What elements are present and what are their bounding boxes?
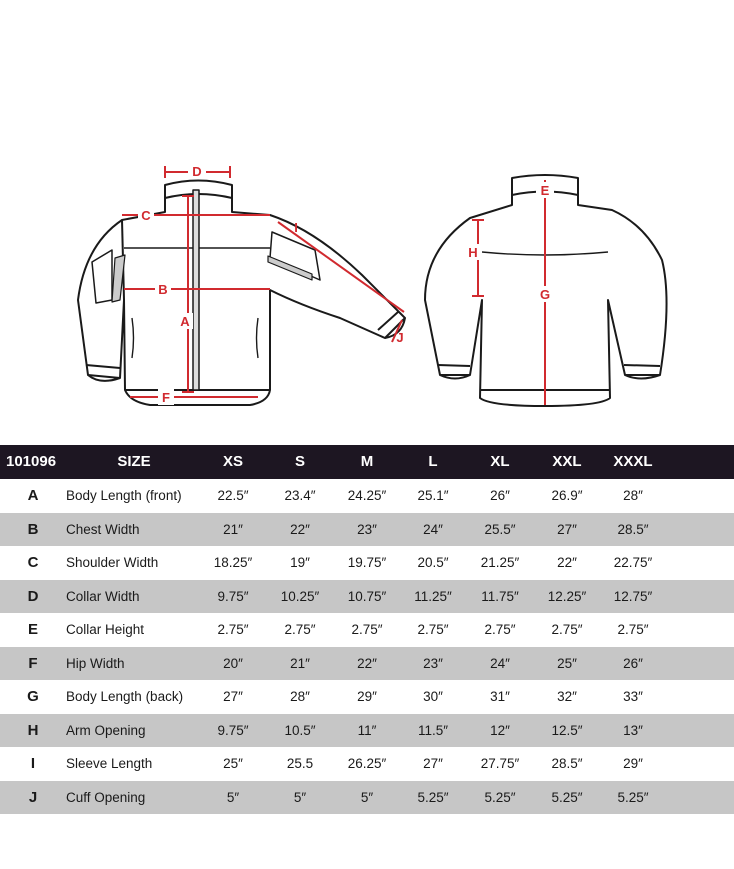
measurement-value: 12″ [490,722,510,738]
measurement-value: 5.25″ [617,789,649,805]
measurement-name: Hip Width [66,655,125,671]
measurement-name: Collar Width [66,588,140,604]
measurement-code: A [27,487,39,504]
style-number: 101096 [6,453,57,470]
measurement-value: 22″ [290,521,310,537]
measurement-code: C [27,554,39,571]
measurement-name: Collar Height [66,622,145,637]
table-row [0,479,734,513]
measurement-value: 28″ [623,488,643,503]
size-header-xl: XL [490,453,510,470]
measurement-value: 13″ [623,722,643,738]
measurement-value: 24″ [490,655,510,671]
measurement-value: 19″ [290,555,310,570]
measurement-value: 31″ [490,689,510,704]
size-header-l: L [428,453,438,470]
measurement-value: 29″ [357,689,377,704]
measurement-value: 23″ [423,655,443,671]
measurement-value: 22″ [557,555,577,570]
measurement-code: F [28,654,38,672]
size-column-header: SIZE [117,453,151,470]
measurement-value: 20″ [223,655,243,671]
table-row [0,513,734,547]
measurement-value: 27″ [557,521,577,537]
measurement-value: 2.75″ [484,622,516,637]
measurement-value: 25″ [223,756,243,771]
label-j: J [396,330,404,345]
table-row [0,781,734,815]
measurement-value: 11.75″ [481,588,519,604]
label-g: G [539,287,551,302]
label-d: D [192,164,202,179]
measurement-value: 9.75″ [217,588,249,604]
label-f: F [162,390,170,405]
measurement-value: 23.4″ [284,488,316,503]
measurement-name: Shoulder Width [66,555,159,570]
measurement-value: 26.9″ [551,488,583,503]
measurement-value: 27″ [423,756,443,771]
table-row [0,714,734,748]
table-row [0,680,734,714]
measurement-value: 27″ [223,689,243,704]
measurement-value: 10.5″ [284,722,316,738]
size-header-s: S [294,453,305,470]
measurement-name: Body Length (back) [66,689,184,704]
measurement-value: 26.25″ [347,756,387,771]
measurement-value: 11.5″ [417,722,449,738]
measurement-value: 21″ [223,521,243,537]
size-chart-table [0,445,734,814]
measurement-code: B [27,520,39,538]
table-row [0,647,734,681]
measurement-name: Chest Width [66,521,140,537]
size-header-m: M [360,453,374,470]
label-a: A [180,314,190,329]
measurement-value: 5.25″ [484,789,516,805]
label-c: C [141,208,151,223]
measurement-value: 11″ [357,722,377,738]
measurement-value: 25″ [557,655,577,671]
measurement-value: 28.5″ [551,756,583,771]
measurement-value: 21.25″ [480,555,520,570]
measurement-code: E [27,621,38,638]
measurement-value: 11.25″ [414,588,452,604]
measurement-code: G [27,688,39,705]
measurement-value: 2.75″ [351,622,383,637]
measurement-value: 33″ [623,689,643,704]
label-e: E [540,183,550,198]
measurement-value: 19.75″ [347,555,387,570]
size-header-xxl: XXL [552,453,582,470]
size-header-xxxl: XXXL [613,453,653,470]
measurement-value: 28.5″ [617,521,649,537]
label-i: I [294,220,298,235]
measurement-value: 5″ [360,789,374,805]
table-row [0,580,734,614]
measurement-value: 22.5″ [217,488,249,503]
measurement-name: Sleeve Length [66,756,153,771]
measurement-name: Body Length (front) [66,488,182,503]
label-h: H [468,245,478,260]
measurement-value: 10.25″ [280,588,320,604]
measurement-value: 5.25″ [551,789,583,805]
measurement-value: 12.75″ [613,588,653,604]
measurement-value: 32″ [557,689,577,704]
measurement-value: 28″ [290,689,310,704]
measurement-value: 24″ [423,521,443,537]
table-row [0,613,734,647]
measurement-code: D [27,587,39,605]
measurement-value: 30″ [423,689,443,704]
size-header-xs: XS [222,453,243,470]
measurement-value: 10.75″ [347,588,387,604]
measurement-value: 23″ [357,521,377,537]
measurement-value: 2.75″ [284,622,316,637]
measurement-value: 2.75″ [617,622,649,637]
measurement-value: 2.75″ [551,622,583,637]
measurement-value: 26″ [490,488,510,503]
measurement-value: 9.75″ [217,722,249,738]
measurement-code: H [27,721,39,739]
measurement-value: 26″ [623,655,643,671]
size-chart-header [0,445,734,479]
measurement-value: 12.5″ [551,722,583,738]
table-row [0,546,734,580]
measurement-value: 18.25″ [213,555,253,570]
measurement-value: 25.5 [286,756,314,771]
measurement-value: 5″ [226,789,240,805]
measurement-code: J [28,788,38,806]
measurement-value: 2.75″ [417,622,449,637]
measurement-value: 5″ [293,789,307,805]
measurement-value: 22.75″ [613,555,653,570]
measurement-value: 25.5″ [484,521,516,537]
label-b: B [158,282,168,297]
measurement-value: 20.5″ [417,555,449,570]
measurement-value: 25.1″ [417,488,449,503]
measurement-code: I [30,755,36,772]
measurement-name: Cuff Opening [66,789,146,805]
measurement-value: 22″ [357,655,377,671]
measurement-value: 21″ [290,655,310,671]
measurement-name: Arm Opening [66,722,146,738]
measurement-value: 2.75″ [217,622,249,637]
measurement-value: 24.25″ [347,488,387,503]
measurement-value: 29″ [623,756,643,771]
measurement-value: 5.25″ [417,789,449,805]
measurement-value: 12.25″ [547,588,587,604]
measurement-value: 27.75″ [480,756,520,771]
table-row [0,747,734,781]
